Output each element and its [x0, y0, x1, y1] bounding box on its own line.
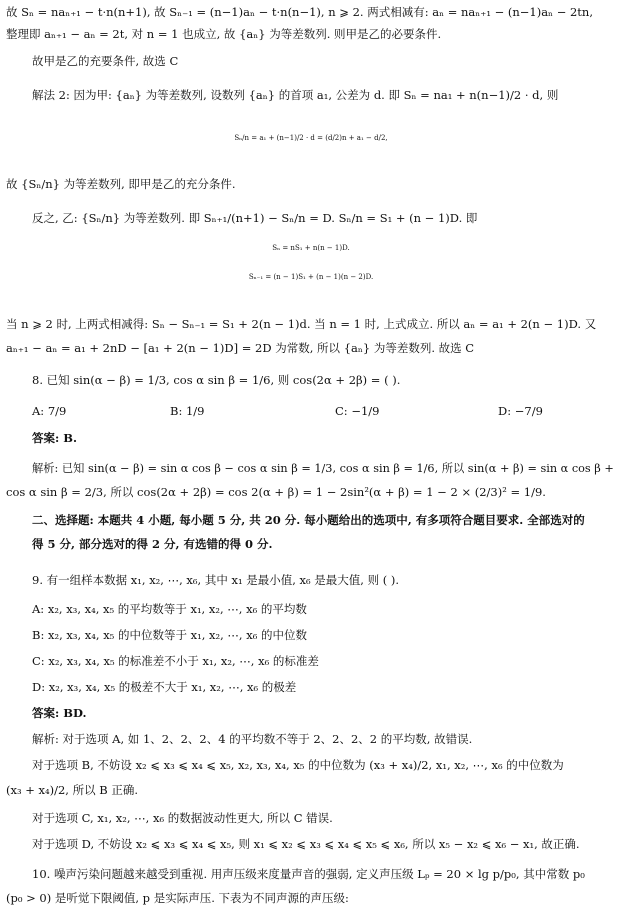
text-line: cos α sin β = 2/3, 所以 cos(2α + 2β) = cos 2(α + β) = 1 − 2sin²(α + β) = 1 − 2 × (2/3)² = 1/9. [6, 485, 546, 499]
q8-option-d: D: −7/9 [498, 404, 543, 418]
q9-option-b: B: x₂, x₃, x₄, x₅ 的中位数等于 x₁, x₂, ⋯, x₆ 的中位数 [32, 628, 307, 642]
text-line: (p₀ > 0) 是听觉下限阈值, p 是实际声压. 下表为不同声源的声压级: [6, 891, 349, 905]
answer-label: 答案: B. [32, 431, 77, 445]
text-line: (x₃ + x₄)/2, 所以 B 正确. [6, 783, 139, 797]
text-line: 故甲是乙的充要条件, 故选 C [32, 54, 179, 68]
text-line: 解法 2: 因为甲: {aₙ} 为等差数列, 设数列 {aₙ} 的首项 a₁, 公差为 d. 即 Sₙ = na₁ + n(n−1)/2 · d, 则 [32, 88, 559, 102]
analysis-line: 解析: 已知 sin(α − β) = sin α cos β − cos α sin β = 1/3, cos α sin β = 1/6, 所以 sin(α + β) = sin α cos β + [32, 462, 614, 475]
q8-option-c: C: −1/9 [335, 404, 380, 418]
question-10: 10. 噪声污染问题越来越受到重视. 用声压级来度量声音的强弱, 定义声压级 Lₚ = 20 × lg p/p₀, 其中常数 p₀ [32, 867, 585, 881]
text-line: 对于选项 D, 不妨设 x₂ ⩽ x₃ ⩽ x₄ ⩽ x₅, 则 x₁ ⩽ x₂ ⩽ x₃ ⩽ x₄ ⩽ x₅ ⩽ x₆, 所以 x₅ − x₂ ⩽ x₆ − x₁, 故正确. [32, 837, 580, 851]
text-line: 故 {Sₙ/n} 为等差数列, 即甲是乙的充分条件. [6, 177, 236, 191]
question-8: 8. 已知 sin(α − β) = 1/3, cos α sin β = 1/6, 则 cos(2α + 2β) = ( ). [32, 373, 401, 387]
q8-option-b: B: 1/9 [170, 404, 205, 418]
text-line: 故 Sₙ = naₙ₊₁ − t·n(n+1), 故 Sₙ₋₁ = (n−1)aₙ − t·n(n−1), n ⩾ 2. 两式相减有: aₙ = naₙ₊₁ − (n−1)aₙ − 2tn, [6, 5, 593, 19]
formula-line: Sₙ₋₁ = (n − 1)S₁ + (n − 1)(n − 2)D. [248, 273, 374, 281]
text-line: 对于选项 C, x₁, x₂, ⋯, x₆ 的数据波动性更大, 所以 C 错误. [32, 811, 333, 825]
text-line: 整理即 aₙ₊₁ − aₙ = 2t, 对 n = 1 也成立, 故 {aₙ} 为等差数列. 则甲是乙的必要条件. [6, 27, 442, 41]
q9-option-a: A: x₂, x₃, x₄, x₅ 的平均数等于 x₁, x₂, ⋯, x₆ 的平均数 [32, 602, 307, 616]
analysis-line: 解析: 对于选项 A, 如 1、2、2、2、4 的平均数不等于 2、2、2、2 的平均数, 故错误. [32, 732, 473, 746]
section-heading: 二、选择题: 本题共 4 小题, 每小题 5 分, 共 20 分. 每小题给出的选项中, 有多项符合题目要求. 全部选对的 [32, 513, 585, 527]
q9-option-c: C: x₂, x₃, x₄, x₅ 的标准差不小于 x₁, x₂, ⋯, x₆ 的标准差 [32, 654, 319, 668]
formula-line: Sₙ = nS₁ + n(n − 1)D. [272, 244, 350, 252]
question-9: 9. 有一组样本数据 x₁, x₂, ⋯, x₆, 其中 x₁ 是最小值, x₆ 是最大值, 则 ( ). [32, 573, 400, 587]
text-line: 对于选项 B, 不妨设 x₂ ⩽ x₃ ⩽ x₄ ⩽ x₅, x₂, x₃, x₄, x₅ 的中位数为 (x₃ + x₄)/2, x₁, x₂, ⋯, x₆ 的中位数为 [32, 758, 564, 772]
formula-line: Sₙ/n = a₁ + (n−1)/2 · d = (d/2)n + a₁ − d/2, [234, 134, 388, 142]
section-heading: 得 5 分, 部分选对的得 2 分, 有选错的得 0 分. [32, 537, 273, 551]
q8-option-a: A: 7/9 [32, 404, 67, 418]
text-line: 反之, 乙: {Sₙ/n} 为等差数列. 即 Sₙ₊₁/(n+1) − Sₙ/n = D. Sₙ/n = S₁ + (n − 1)D. 即 [32, 211, 478, 225]
q9-option-d: D: x₂, x₃, x₄, x₅ 的极差不大于 x₁, x₂, ⋯, x₆ 的极差 [32, 680, 297, 694]
answer-label: 答案: BD. [32, 706, 87, 720]
text-line: 当 n ⩾ 2 时, 上两式相减得: Sₙ − Sₙ₋₁ = S₁ + 2(n − 1)d. 当 n = 1 时, 上式成立. 所以 aₙ = a₁ + 2(n − 1)D. 又 [6, 317, 597, 331]
text-line: aₙ₊₁ − aₙ = a₁ + 2nD − [a₁ + 2(n − 1)D] = 2D 为常数, 所以 {aₙ} 为等差数列. 故选 C [6, 341, 475, 355]
